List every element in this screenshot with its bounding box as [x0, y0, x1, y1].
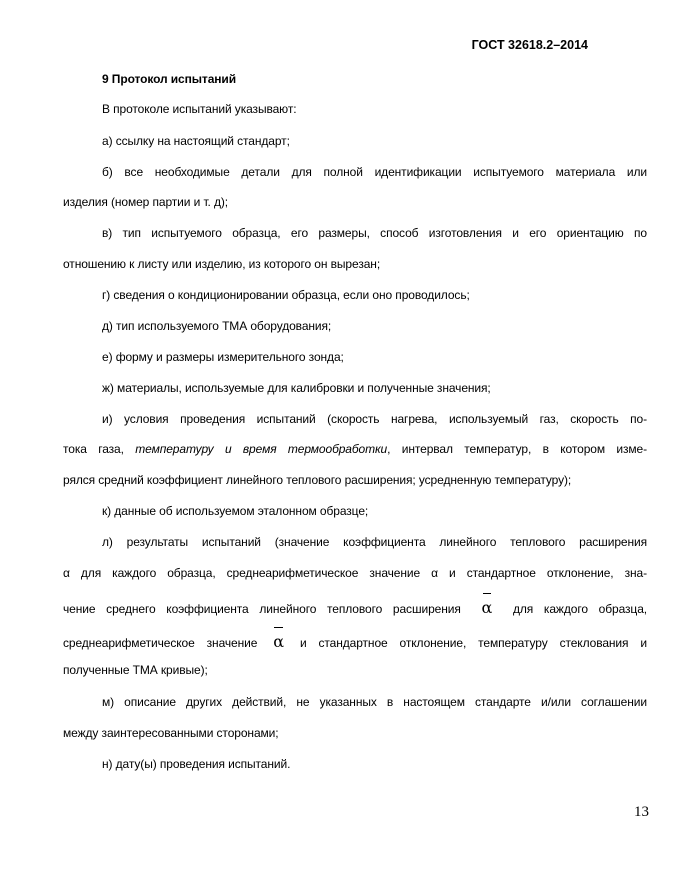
item-g: г) сведения о кондиционировании образца, если оно проводилось;	[102, 288, 470, 302]
item-n: н) дату(ы) проведения испытаний.	[102, 757, 291, 771]
item-k: к) данные об используемом эталонном образце;	[102, 504, 369, 518]
item-m-line1: м) описание других действий, не указанных в настоящем стандарте и/или соглашении	[102, 695, 647, 709]
item-i-line3: рялся средний коэффициент линейного теплового расширения; усредненную температуру);	[63, 473, 572, 487]
page-number: 13	[634, 804, 649, 820]
item-d: д) тип используемого ТМА оборудования;	[102, 319, 332, 333]
item-l-line5: полученные ТМА кривые);	[63, 663, 208, 677]
alpha-mean-symbol-2: α	[273, 632, 284, 651]
item-i-line2-end: , интервал температур, в котором изме-	[387, 442, 647, 456]
intro-line: В протоколе испытаний указывают:	[102, 102, 297, 116]
item-i-line2	[63, 442, 647, 456]
item-l-line4	[63, 632, 647, 651]
item-e: е) форму и размеры измерительного зонда;	[102, 350, 344, 364]
item-v-line1: в) тип испытуемого образца, его размеры, способ изготовления и его ориентацию по	[102, 226, 647, 240]
item-l-line3-start: чение среднего коэффициента линейного теплового расширения	[63, 602, 461, 616]
item-l-line4-start: среднеарифметическое значение	[63, 636, 258, 650]
item-i-line2-start: тока газа,	[63, 442, 124, 456]
alpha-mean-symbol: α	[482, 598, 493, 617]
item-l-line4-end: и стандартное отклонение, температуру стеклования и	[299, 636, 647, 650]
item-b-line1: б) все необходимые детали для полной идентификации испытуемого материала или	[102, 165, 647, 179]
item-l-line3-end: для каждого образца,	[512, 602, 647, 616]
item-v-line2: отношению к листу или изделию, из которого он вырезан;	[63, 257, 381, 271]
item-i-line1: и) условия проведения испытаний (скорость нагрева, используемый газ, скорость по-	[102, 412, 647, 426]
item-m-line2: между заинтересованными сторонами;	[63, 726, 279, 740]
section-title: 9 Протокол испытаний	[102, 72, 236, 86]
item-a: а) ссылку на настоящий стандарт;	[102, 134, 290, 148]
item-l-line2: α для каждого образца, среднеарифметическое значение α и стандартное отклонение, зна-	[63, 566, 647, 580]
item-i-line2-italic: температуру и время термообработки	[135, 442, 388, 456]
item-b-line2: изделия (номер партии и т. д);	[63, 195, 229, 209]
item-zh: ж) материалы, используемые для калибровки и полученные значения;	[102, 381, 491, 395]
document-header: ГОСТ 32618.2–2014	[471, 38, 588, 52]
item-l-line1: л) результаты испытаний (значение коэффициента линейного теплового расширения	[102, 535, 647, 549]
item-l-line3	[63, 598, 647, 617]
